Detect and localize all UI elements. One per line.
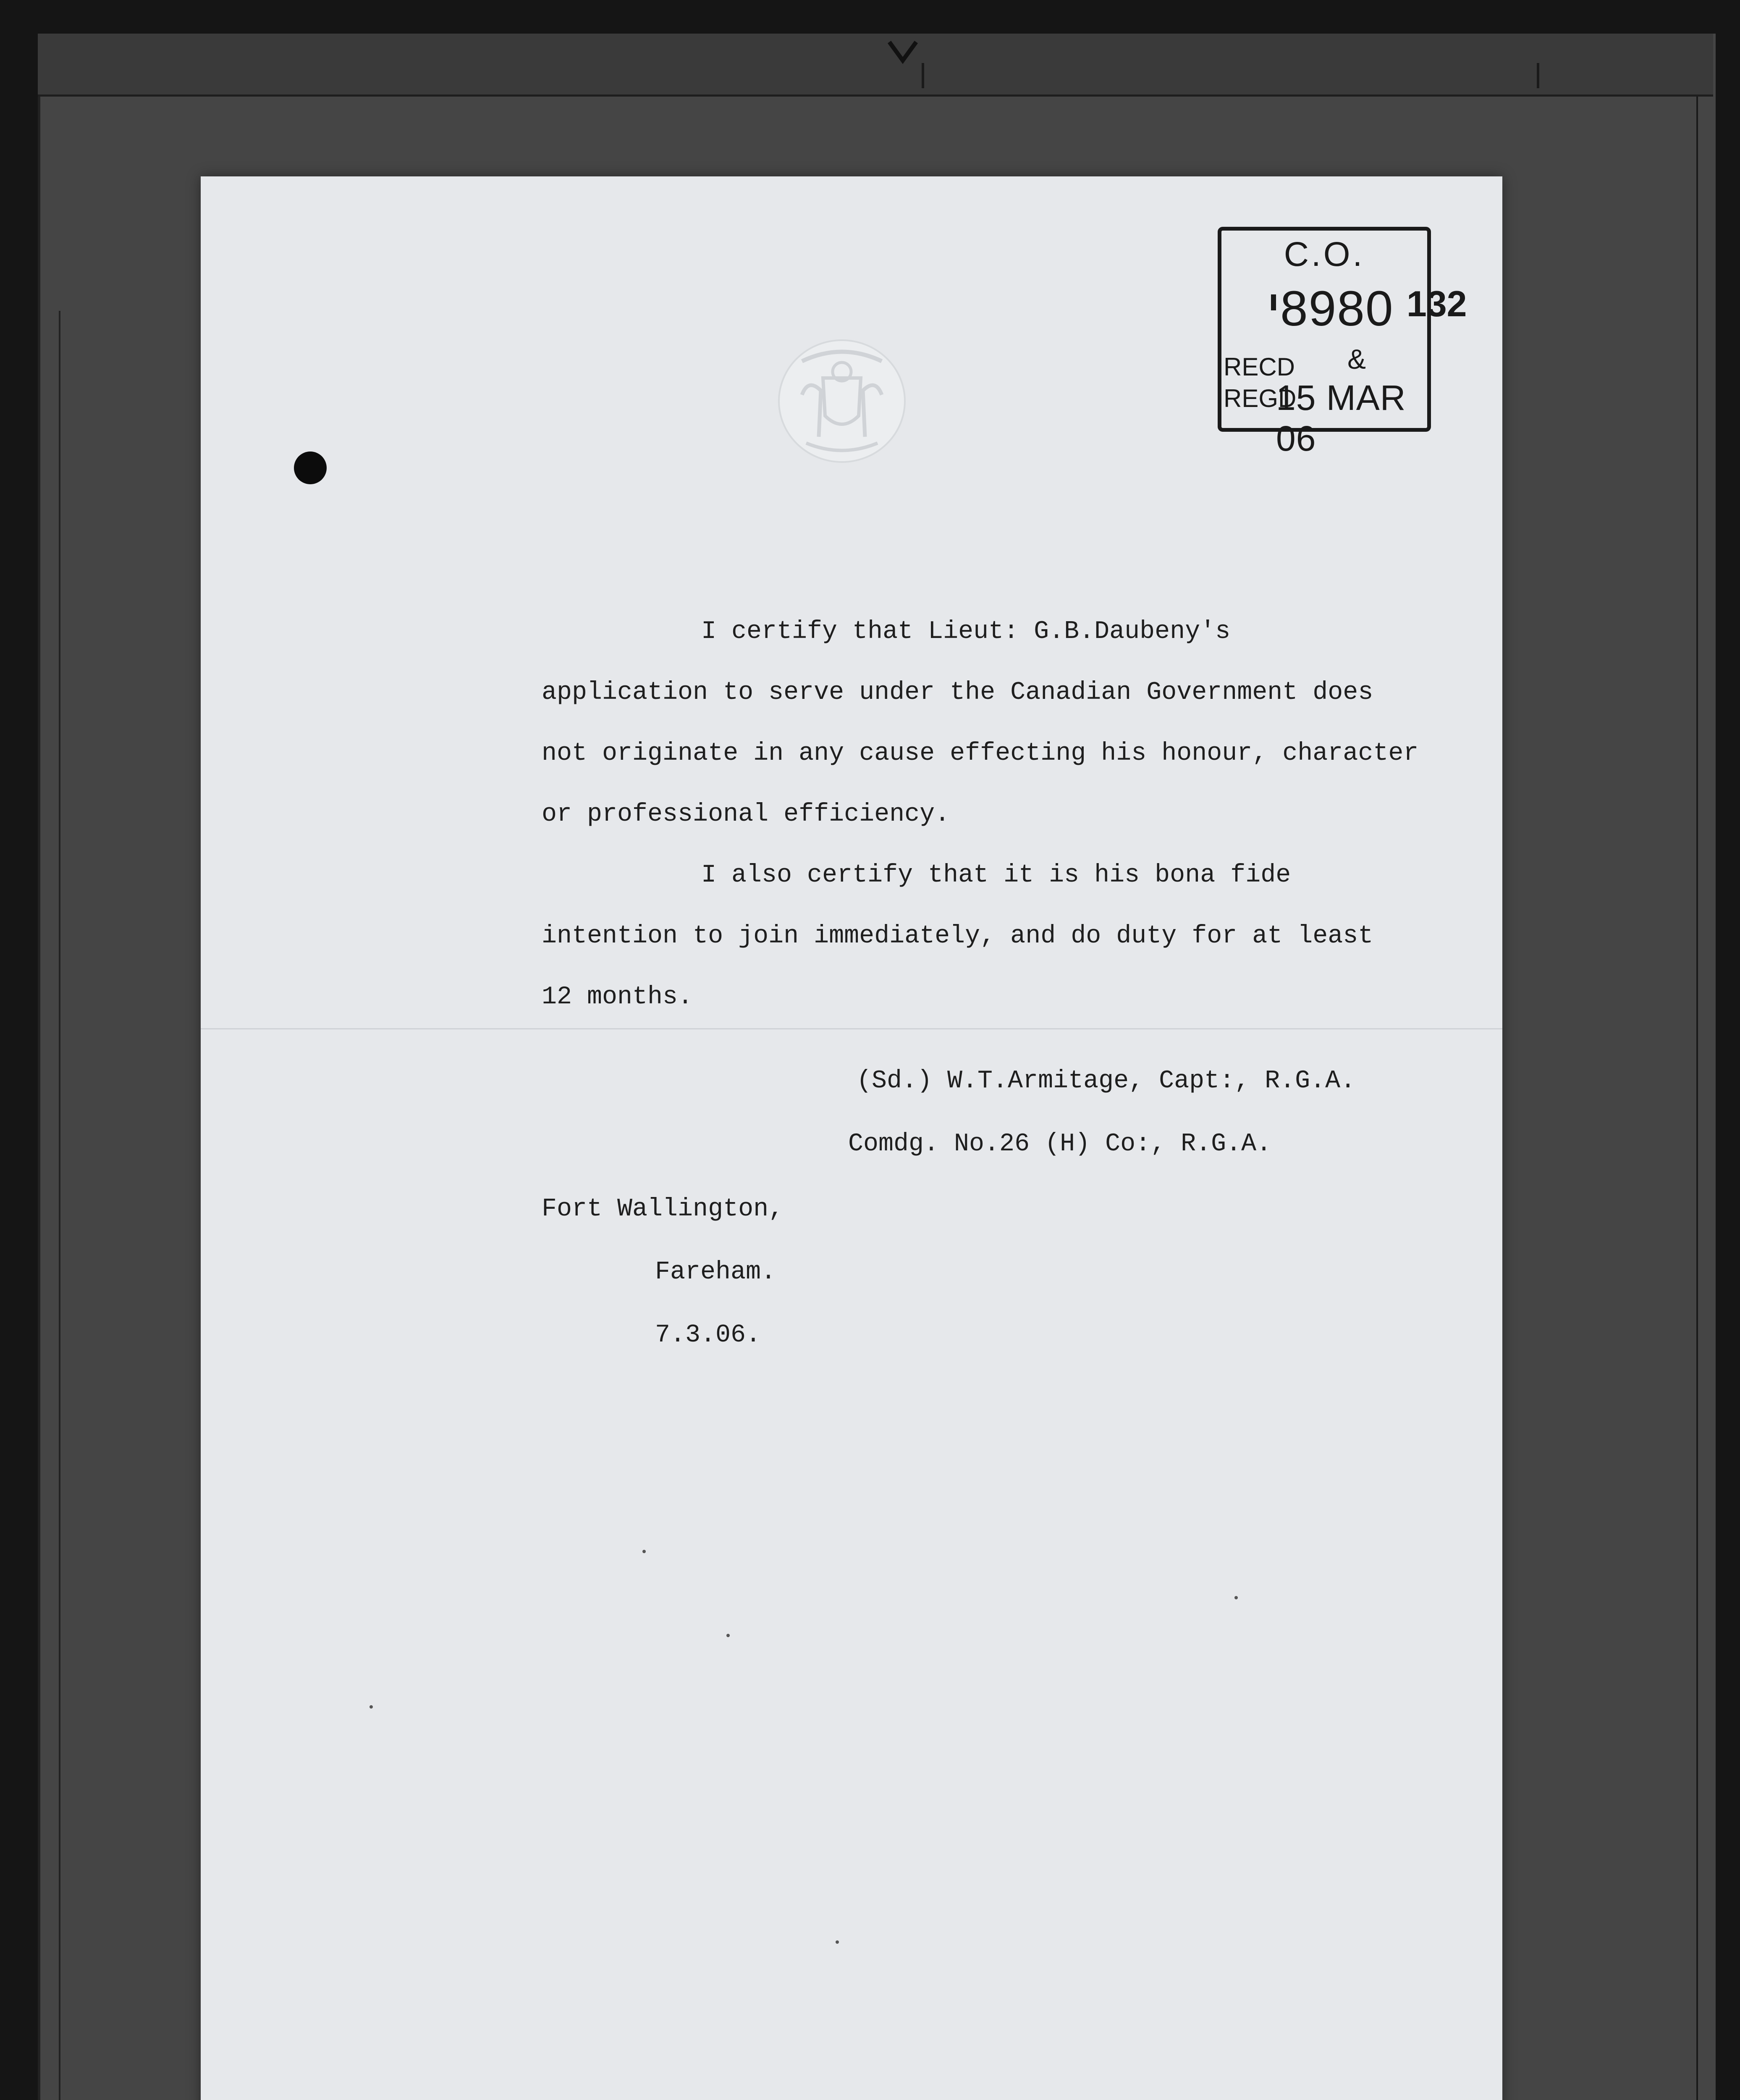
stamp-regd-label: REGD	[1224, 384, 1297, 412]
letter-line: 12 months.	[542, 983, 693, 1011]
film-top-band	[38, 34, 1713, 97]
paper-speck	[642, 1550, 646, 1553]
letter-line: not originate in any cause effecting his honour, character	[542, 739, 1419, 768]
stamp-recd-label: RECD	[1224, 353, 1295, 381]
stamp-ampersand: &	[1347, 344, 1366, 375]
punch-hole	[294, 452, 327, 484]
letter-date: 7.3.06.	[655, 1321, 761, 1349]
film-tick-mark	[922, 63, 924, 88]
paper-speck	[1234, 1596, 1238, 1599]
letter-line: or professional efficiency.	[542, 800, 950, 829]
folio-number: 132	[1407, 284, 1467, 324]
letter-line: intention to join immediately, and do duty for at least	[542, 922, 1373, 950]
received-stamp	[1218, 227, 1431, 458]
film-tick-mark	[1537, 63, 1539, 88]
paper-speck	[836, 1940, 839, 1944]
letter-line: I certify that Lieut: G.B.Daubeny's	[701, 617, 1231, 646]
film-right-rule	[1696, 97, 1698, 2100]
letter-line: I also certify that it is his bona fide	[701, 861, 1291, 890]
address-line: Fort Wallington,	[542, 1195, 784, 1223]
stamp-dash	[1271, 294, 1276, 310]
paper-speck	[369, 1705, 373, 1709]
film-left-rule	[59, 311, 60, 2100]
film-notch-icon	[886, 34, 920, 67]
embossed-crest-icon	[773, 332, 911, 466]
stamp-date: 15 MAR 06	[1276, 378, 1406, 458]
stamp-number: 8980	[1280, 281, 1394, 336]
paper-fold-line	[201, 1028, 1502, 1029]
address-line: Fareham.	[655, 1258, 776, 1286]
signature-line: (Sd.) W.T.Armitage, Capt:, R.G.A.	[857, 1067, 1356, 1095]
stamp-office: C.O.	[1284, 235, 1365, 273]
signature-command-line: Comdg. No.26 (H) Co:, R.G.A.	[848, 1130, 1272, 1158]
paper-speck	[726, 1634, 730, 1637]
letter-line: application to serve under the Canadian Government does	[542, 678, 1373, 707]
